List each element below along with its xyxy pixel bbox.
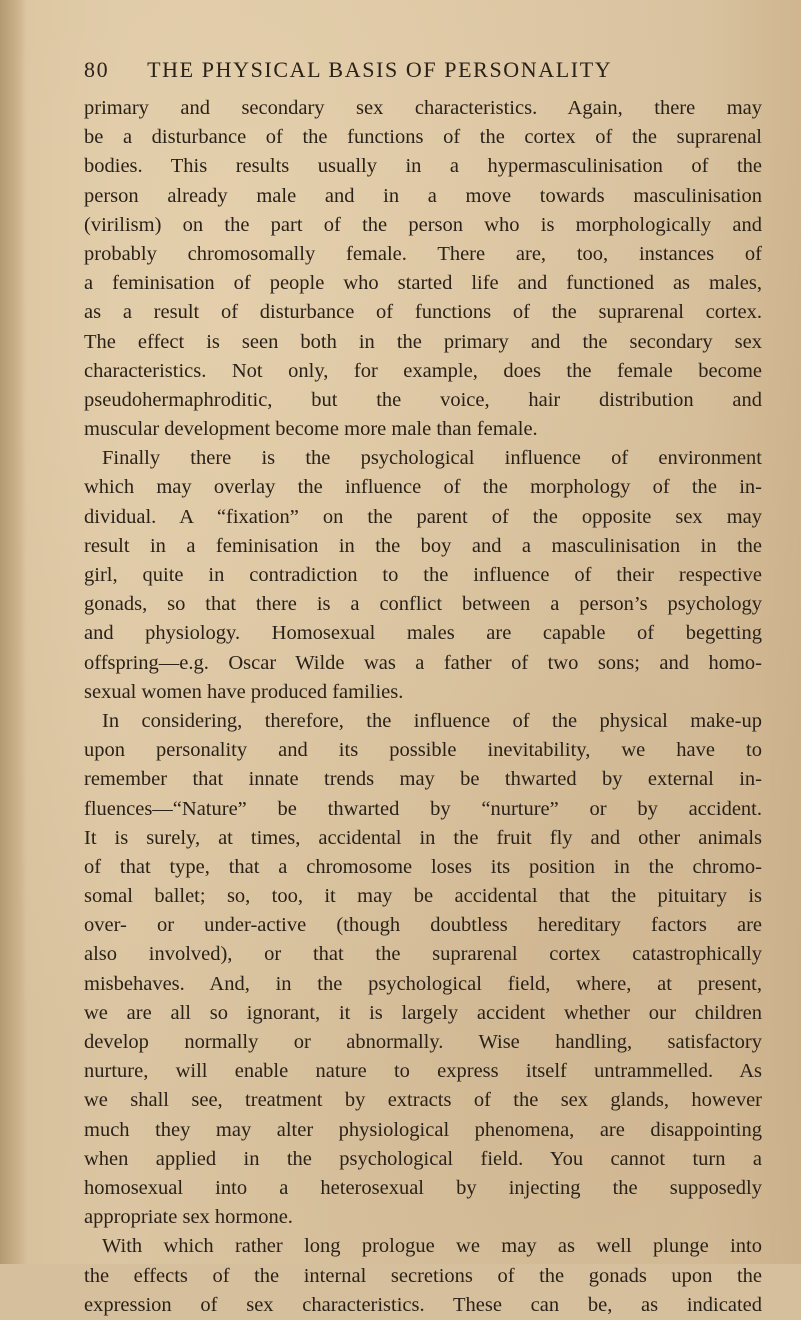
text-line: and physiology. Homosexual males are capable of begetting <box>84 622 762 645</box>
text-line: of that type, that a chromosome loses its position in the chromo- <box>84 855 762 878</box>
page-number: 80 <box>84 57 110 82</box>
text-line: expression of sex characteristics. These can be, as indicated <box>84 1293 762 1316</box>
text-line: develop normally or abnormally. Wise handling, satisfactory <box>84 1031 762 1053</box>
text-line: pseudohermaphroditic, but the voice, hair distribution and <box>84 388 762 411</box>
body-text <box>84 94 762 1320</box>
running-title: THE PHYSICAL BASIS OF PERSONALITY <box>147 57 613 82</box>
text-line: person already male and in a move towards masculinisation <box>84 184 762 207</box>
text-line: bodies. This results usually in a hypermasculinisation of the <box>84 155 762 178</box>
text-line: primary and secondary sex characteristics. Again, there may <box>84 97 762 119</box>
text-line: also involved), or that the suprarenal cortex catastrophically <box>84 943 762 966</box>
text-line: misbehaves. And, in the psychological field, where, at present, <box>84 972 762 995</box>
page-header <box>84 57 744 91</box>
text-line: nurture, will enable nature to express itself untrammelled. As <box>84 1060 762 1083</box>
text-line: offspring—e.g. Oscar Wilde was a father of two sons; and homo- <box>84 651 762 674</box>
text-line: In considering, therefore, the influence of the physical make-up <box>102 709 762 732</box>
text-line: With which rather long prologue we may as well plunge into <box>102 1235 762 1258</box>
text-line: result in a feminisation in the boy and a masculinisation in the <box>84 534 762 557</box>
text-line: homosexual into a heterosexual by injecting the supposedly <box>84 1176 762 1199</box>
text-line: much they may alter physiological phenomena, are disappointing <box>84 1118 762 1141</box>
text-line: muscular development become more male than female. <box>84 418 538 441</box>
page-binding-edge <box>0 0 26 1264</box>
text-line: remember that innate trends may be thwarted by external in- <box>84 768 762 791</box>
text-line: gonads, so that there is a conflict between a person’s psychology <box>84 593 762 616</box>
text-line: as a result of disturbance of functions of the suprarenal cortex. <box>84 301 762 324</box>
text-line: It is surely, at times, accidental in the fruit fly and other animals <box>84 826 762 849</box>
text-line: over- or under-active (though doubtless hereditary factors are <box>84 914 762 937</box>
text-line: fluences—“Nature” be thwarted by “nurture” or by accident. <box>84 797 762 820</box>
text-line: upon personality and its possible inevitability, we have to <box>84 739 762 762</box>
text-line: characteristics. Not only, for example, does the female become <box>84 359 762 382</box>
text-line: a feminisation of people who started life and functioned as males, <box>84 272 762 295</box>
text-line: which may overlay the influence of the morphology of the in- <box>84 476 762 499</box>
text-line: sexual women have produced families. <box>84 680 404 703</box>
text-line: somal ballet; so, too, it may be accidental that the pituitary is <box>84 885 762 908</box>
text-line: The effect is seen both in the primary and the secondary sex <box>84 330 762 353</box>
text-line: dividual. A “fixation” on the parent of the opposite sex may <box>84 505 762 528</box>
text-line: Finally there is the psychological influence of environment <box>102 447 762 470</box>
text-line: be a disturbance of the functions of the cortex of the suprarenal <box>84 126 762 149</box>
text-line: appropriate sex hormone. <box>84 1206 293 1229</box>
text-line: probably chromosomally female. There are, too, instances of <box>84 242 762 265</box>
text-line: (virilism) on the part of the person who is morphologically and <box>84 213 762 236</box>
text-line: we shall see, treatment by extracts of the sex glands, however <box>84 1089 762 1112</box>
text-line: we are all so ignorant, it is largely accident whether our children <box>84 1001 762 1024</box>
text-line: the effects of the internal secretions of the gonads upon the <box>84 1264 762 1287</box>
text-line: when applied in the psychological field. You cannot turn a <box>84 1147 762 1170</box>
text-line: girl, quite in contradiction to the influence of their respective <box>84 564 762 586</box>
